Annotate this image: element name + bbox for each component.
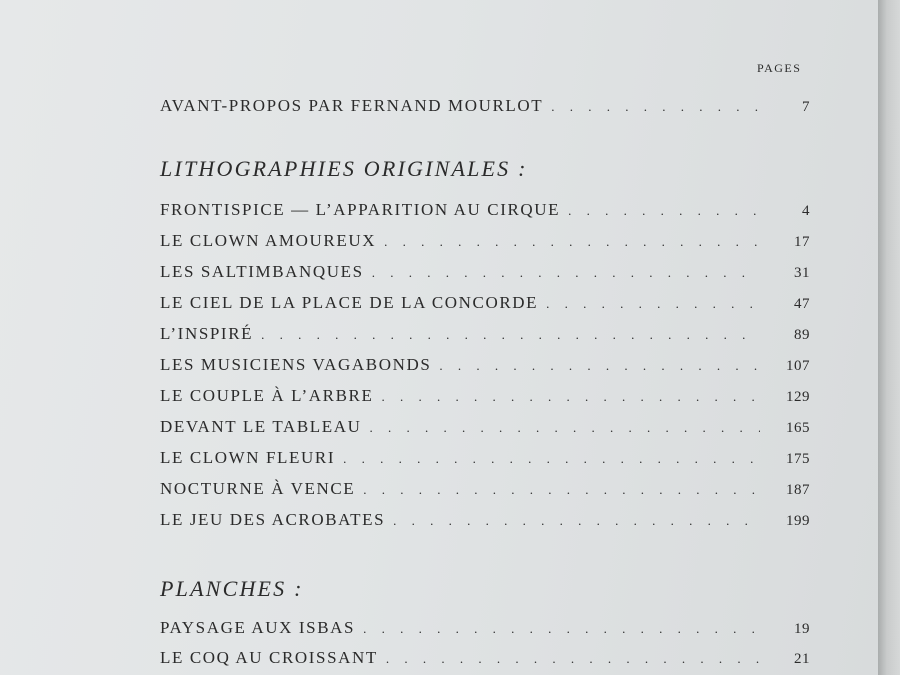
toc-entry-title: PAYSAGE AUX ISBAS [160, 618, 356, 637]
page-edge [878, 0, 900, 675]
dot-leader [568, 203, 760, 219]
toc-entry-page: 31 [794, 265, 810, 281]
toc-entry-page: 19 [794, 621, 810, 637]
toc-entry [160, 355, 810, 381]
toc-entry-page: 17 [794, 234, 810, 250]
toc-entry-page: 107 [786, 358, 810, 374]
toc-entry-page: 129 [786, 389, 810, 405]
toc-entry-title: LE CLOWN FLEURI [160, 448, 336, 467]
pages-column-label: PAGES [757, 61, 802, 75]
dot-leader [386, 651, 760, 667]
dot-leader [343, 451, 760, 467]
toc-entry-title: DEVANT LE TABLEAU [160, 417, 362, 436]
section-heading-planches: PLANCHES : [160, 576, 304, 601]
dot-leader [546, 296, 760, 312]
toc-entry-title: LE CLOWN AMOUREUX [160, 231, 377, 250]
toc-entry-page: 199 [786, 513, 810, 529]
toc-entry-page: 4 [802, 203, 810, 219]
toc-entry-title: LE COUPLE À L’ARBRE [160, 386, 374, 405]
toc-entry-page: 165 [786, 420, 810, 436]
toc-entry-intro [160, 96, 810, 122]
toc-entry [160, 324, 810, 350]
toc-entry [160, 417, 810, 443]
dot-leader [372, 265, 760, 281]
dot-leader [384, 234, 760, 250]
toc-entry-page: 47 [794, 296, 810, 312]
toc-entry [160, 479, 810, 505]
toc-entry-page: 187 [786, 482, 810, 498]
toc-entry-page: 175 [786, 451, 810, 467]
toc-entry [160, 510, 810, 536]
toc-entry [160, 618, 810, 644]
toc-entry [160, 448, 810, 474]
dot-leader [370, 420, 761, 436]
toc-entry [160, 231, 810, 257]
dot-leader [381, 389, 760, 405]
dot-leader [363, 621, 760, 637]
toc-entry [160, 200, 810, 226]
toc-entry [160, 386, 810, 412]
dot-leader [393, 513, 760, 529]
toc-entry [160, 648, 810, 674]
toc-entry-page: 89 [794, 327, 810, 343]
dot-leader [363, 482, 760, 498]
dot-leader [439, 358, 760, 374]
toc-entry-title: NOCTURNE À VENCE [160, 479, 356, 498]
toc-entry-page: 7 [802, 99, 810, 115]
toc-entry [160, 262, 810, 288]
section-heading-lithographies: LITHOGRAPHIES ORIGINALES : [160, 156, 528, 181]
toc-entry-title: LE JEU DES ACROBATES [160, 510, 386, 529]
dot-leader [551, 99, 760, 115]
toc-entry-title: AVANT-PROPOS PAR FERNAND MOURLOT [160, 96, 544, 115]
dot-leader [261, 327, 760, 343]
toc-entry-title: LES MUSICIENS VAGABONDS [160, 355, 432, 374]
toc-entry-title: LES SALTIMBANQUES [160, 262, 364, 281]
toc-entry-title: LE CIEL DE LA PLACE DE LA CONCORDE [160, 293, 539, 312]
toc-entry-page: 21 [794, 651, 810, 667]
toc-entry-title: FRONTISPICE — L’APPARITION AU CIRQUE [160, 200, 561, 219]
toc-entry [160, 293, 810, 319]
toc-entry-title: LE COQ AU CROISSANT [160, 648, 378, 667]
toc-entry-title: L’INSPIRÉ [160, 324, 254, 343]
